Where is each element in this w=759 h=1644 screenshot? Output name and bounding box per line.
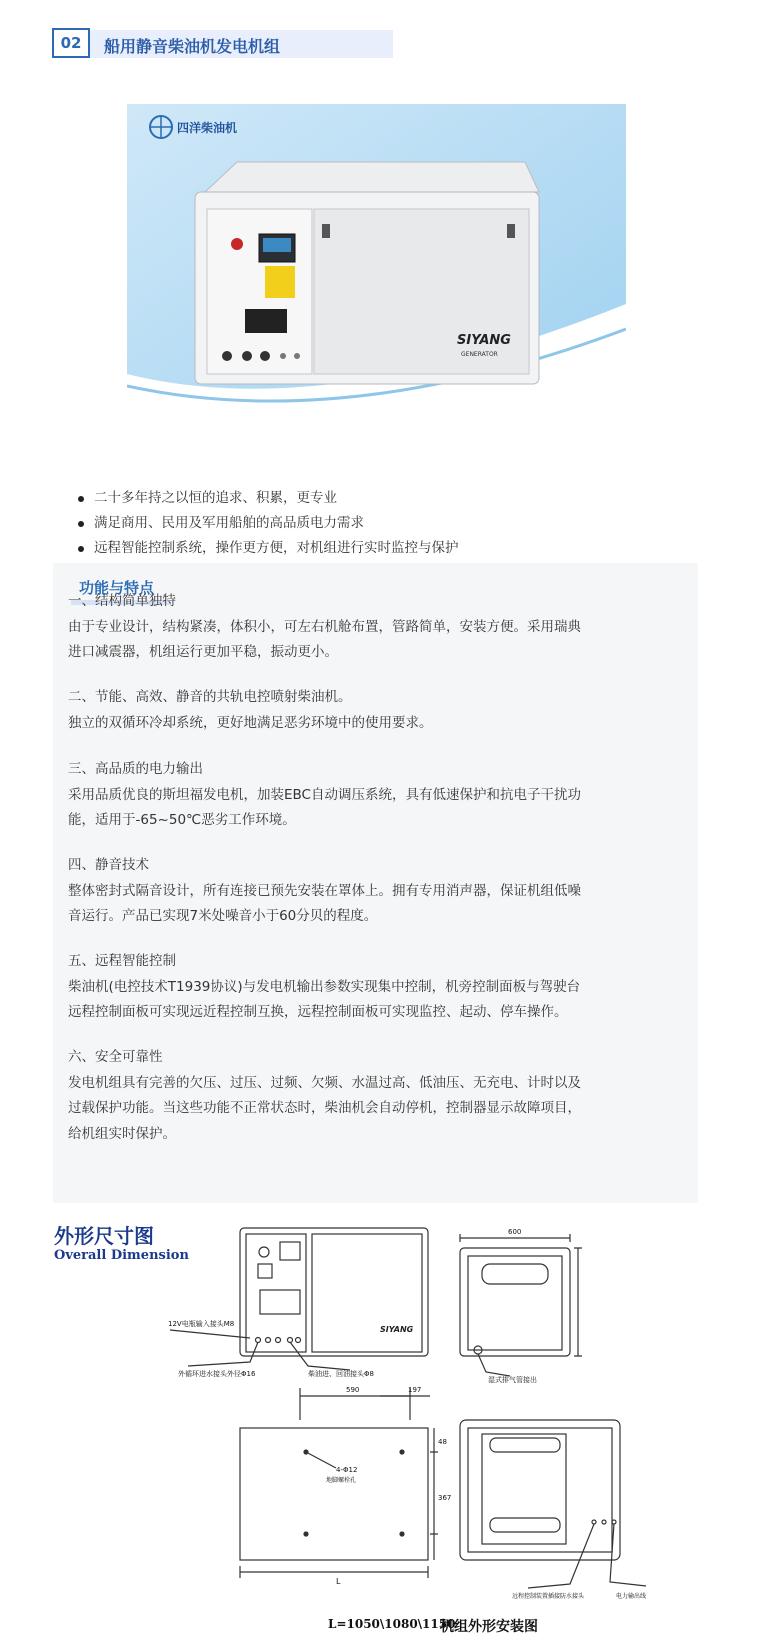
label-power-out: 电力输出线: [616, 1593, 647, 1600]
feature-section-6: [68, 1045, 688, 1147]
feature-heading: 三、高品质的电力输出: [68, 761, 203, 777]
label-fuel: 柴油进、回油接头Φ8: [308, 1370, 374, 1378]
dim-367: 367: [438, 1494, 452, 1502]
label-outer-water: 外循环进水接头外径Φ16: [178, 1370, 256, 1378]
feature-line: 整体密封式隔音设计，所有连接已预先安装在罩体上。拥有专用消声器，保证机组低噪: [68, 882, 581, 899]
dimension-caption: 机组外形安装图: [440, 1619, 538, 1635]
dim-length-L: L: [336, 1577, 341, 1586]
dimension-title-en: Overall Dimension: [54, 1248, 189, 1263]
feature-line: 独立的双循环冷却系统，更好地满足恶劣环境中的使用要求。: [68, 714, 433, 731]
feature-heading: 六、安全可靠性: [68, 1049, 163, 1065]
feature-line: 远程控制面板可实现远近程控制互换，远程控制面板可实现监控、起动、停车操作。: [68, 1004, 568, 1020]
feature-section-4: [68, 853, 688, 930]
dimension-title-cn: 外形尺寸图: [54, 1224, 154, 1248]
dim-width-top: 600: [508, 1228, 522, 1236]
product-photo: [127, 104, 626, 437]
dim-197: 197: [408, 1386, 422, 1394]
feature-line: 柴油机(电控技术T1939协议)与发电机输出参数实现集中控制，机旁控制面板与驾驶台: [68, 978, 581, 995]
feature-line: 由于专业设计，结构紧凑，体积小，可左右机舱布置，管路简单，安装方便。采用瑞典: [68, 618, 581, 635]
features-box: [53, 563, 698, 1203]
feature-heading: 五、远程智能控制: [68, 953, 176, 969]
feature-line: 进口减震器，机组运行更加平稳，振动更小。: [68, 644, 338, 660]
label-holes: 4-Φ12: [336, 1466, 358, 1474]
features-title: 功能与特点: [79, 579, 155, 597]
generator-model-text: SIYANG: [457, 333, 511, 348]
feature-line: 发电机组具有完善的欠压、过压、过频、欠频、水温过高、低油压、无充电、计时以及: [68, 1074, 581, 1091]
label-exhaust: 湿式排气管接出: [488, 1376, 537, 1384]
feature-heading: 四、静音技术: [68, 857, 149, 873]
feature-line: 过载保护功能。当这些功能不正常状态时，柴油机会自动停机，控制器显示故障项目，: [68, 1100, 581, 1116]
bullet-item: 远程智能控制系统，操作更方便，对机组进行实时监控与保护: [78, 536, 718, 561]
label-holes-sub: 地脚螺栓孔: [326, 1477, 357, 1484]
feature-section-5: [68, 949, 688, 1026]
feature-section-3: [68, 757, 688, 834]
feature-heading: 一、结构简单独特: [68, 593, 176, 609]
bullet-list: [78, 486, 718, 561]
feature-section-2: [68, 685, 688, 736]
feature-section-1: [68, 589, 688, 666]
feature-heading: 二、节能、高效、静音的共轨电控喷射柴油机。: [68, 689, 352, 705]
dimension-drawing: [50, 1220, 710, 1640]
bullet-item: 二十多年持之以恒的追求、积累，更专业: [78, 486, 718, 511]
label-remote: 远程控制装置插接防水接头: [512, 1593, 585, 1600]
dim-48: 48: [438, 1438, 447, 1446]
brand-logo-text: 四洋柴油机: [177, 121, 238, 135]
bullet-item: 满足商用、民用及军用船舶的高品质电力需求: [78, 511, 718, 536]
feature-line: 采用品质优良的斯坦福发电机，加装EBC自动调压系统，具有低速保护和抗电子干扰功: [68, 786, 581, 803]
generator-model-subtext: GENERATOR: [461, 351, 498, 358]
feature-line: 给机组实时保护。: [68, 1125, 176, 1142]
section-number: 02: [52, 28, 90, 58]
label-12v-input: 12V电瓶输入接头M8: [168, 1320, 235, 1328]
section-title: 船用静音柴油机发电机组: [104, 37, 281, 56]
dimension-length-values: L=1050\1080\1150: [328, 1617, 456, 1631]
dim-590: 590: [346, 1386, 360, 1394]
feature-line: 能，适用于-65~50℃恶劣工作环境。: [68, 812, 296, 828]
section-header: [52, 28, 342, 60]
feature-line: 音运行。产品已实现7米处噪音小于60分贝的程度。: [68, 908, 378, 924]
drawing-model-text: SIYANG: [380, 1325, 414, 1334]
